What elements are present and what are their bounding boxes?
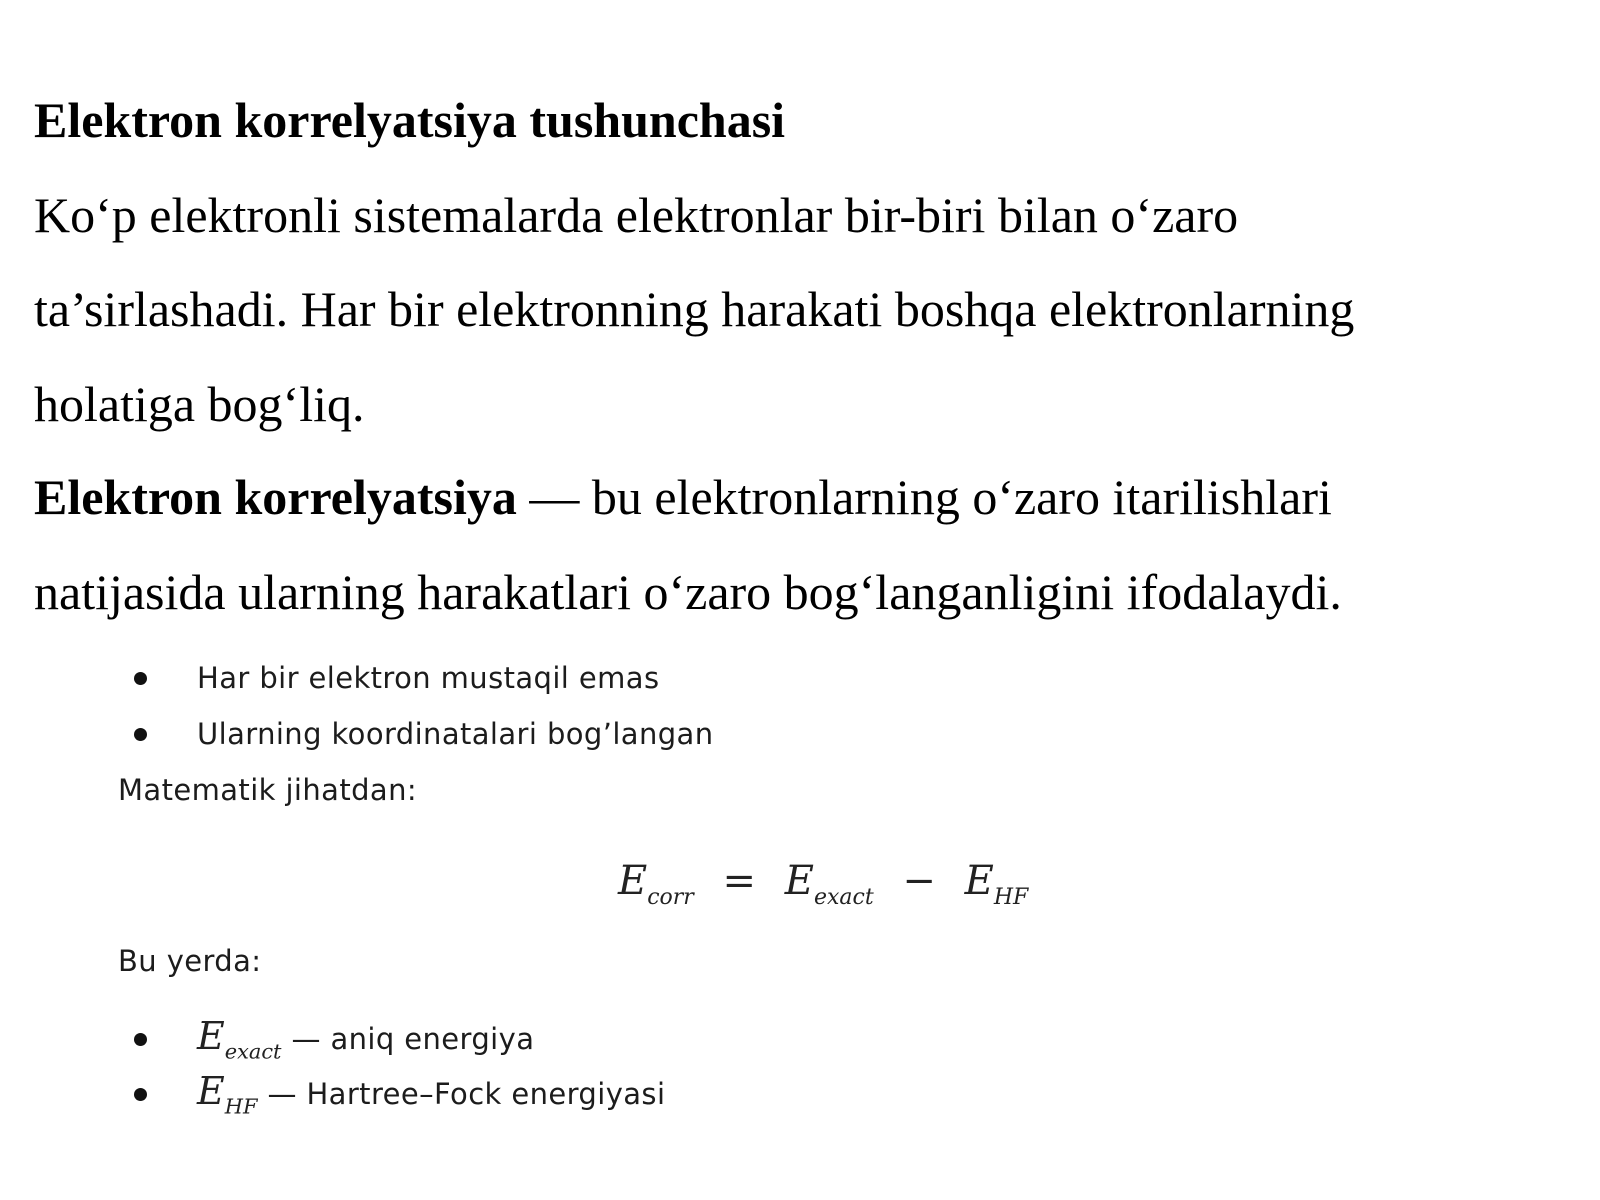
definition-line-2: natijasida ularning harakatlari o‘zaro bog‘langanligini ifodalaydi.	[34, 564, 1342, 620]
formula-term2-subscript: HF	[993, 884, 1029, 910]
definition-term: Elektron korrelyatsiya	[34, 469, 517, 525]
definition-line-1	[34, 468, 1332, 526]
symbol-letter: E	[197, 1069, 225, 1114]
formula-term1-symbol: E	[784, 858, 814, 904]
correlation-energy-formula	[618, 858, 1028, 910]
definition-symbol	[197, 1069, 257, 1118]
formula-term2-symbol: E	[964, 858, 994, 904]
formula-lhs-symbol: E	[618, 858, 648, 904]
definition-text-1: — bu elektronlarning o‘zaro itarilishlari	[516, 469, 1332, 525]
intro-line-2: ta’sirlashadi. Har bir elektronning harakati boshqa elektronlarning	[34, 281, 1355, 337]
definition-symbol	[197, 1014, 281, 1063]
formula-term1-subscript: exact	[813, 884, 874, 910]
math-label: Matematik jihatdan:	[118, 773, 418, 807]
list-item	[134, 714, 714, 754]
list-item-text: Ularning koordinatalari bog’langan	[197, 717, 714, 751]
list-item-text: Har bir elektron mustaqil emas	[197, 661, 660, 695]
symbol-subscript: exact	[224, 1039, 282, 1064]
page-title: Elektron korrelyatsiya tushunchasi	[34, 92, 786, 148]
bullet-dot-icon	[134, 728, 147, 741]
list-item	[134, 1069, 666, 1119]
formula-lhs-subscript: corr	[647, 884, 694, 910]
symbol-subscript: HF	[224, 1094, 258, 1119]
bullet-dot-icon	[134, 1088, 147, 1101]
formula-equals: =	[722, 858, 757, 904]
formula-minus: −	[902, 858, 936, 904]
where-label: Bu yerda:	[118, 944, 262, 978]
list-item	[134, 658, 659, 698]
intro-line-3: holatiga bog‘liq.	[34, 376, 365, 432]
bullet-dot-icon	[134, 1033, 147, 1046]
definition-dash: —	[267, 1077, 297, 1111]
definition-text: Hartree–Fock energiyasi	[306, 1077, 666, 1111]
definition-text: aniq energiya	[330, 1022, 535, 1056]
list-item	[134, 1014, 535, 1064]
intro-line-1: Ko‘p elektronli sistemalarda elektronlar bir-biri bilan o‘zaro	[34, 187, 1239, 243]
definition-dash: —	[291, 1022, 321, 1056]
symbol-letter: E	[197, 1014, 225, 1059]
bullet-dot-icon	[134, 672, 147, 685]
